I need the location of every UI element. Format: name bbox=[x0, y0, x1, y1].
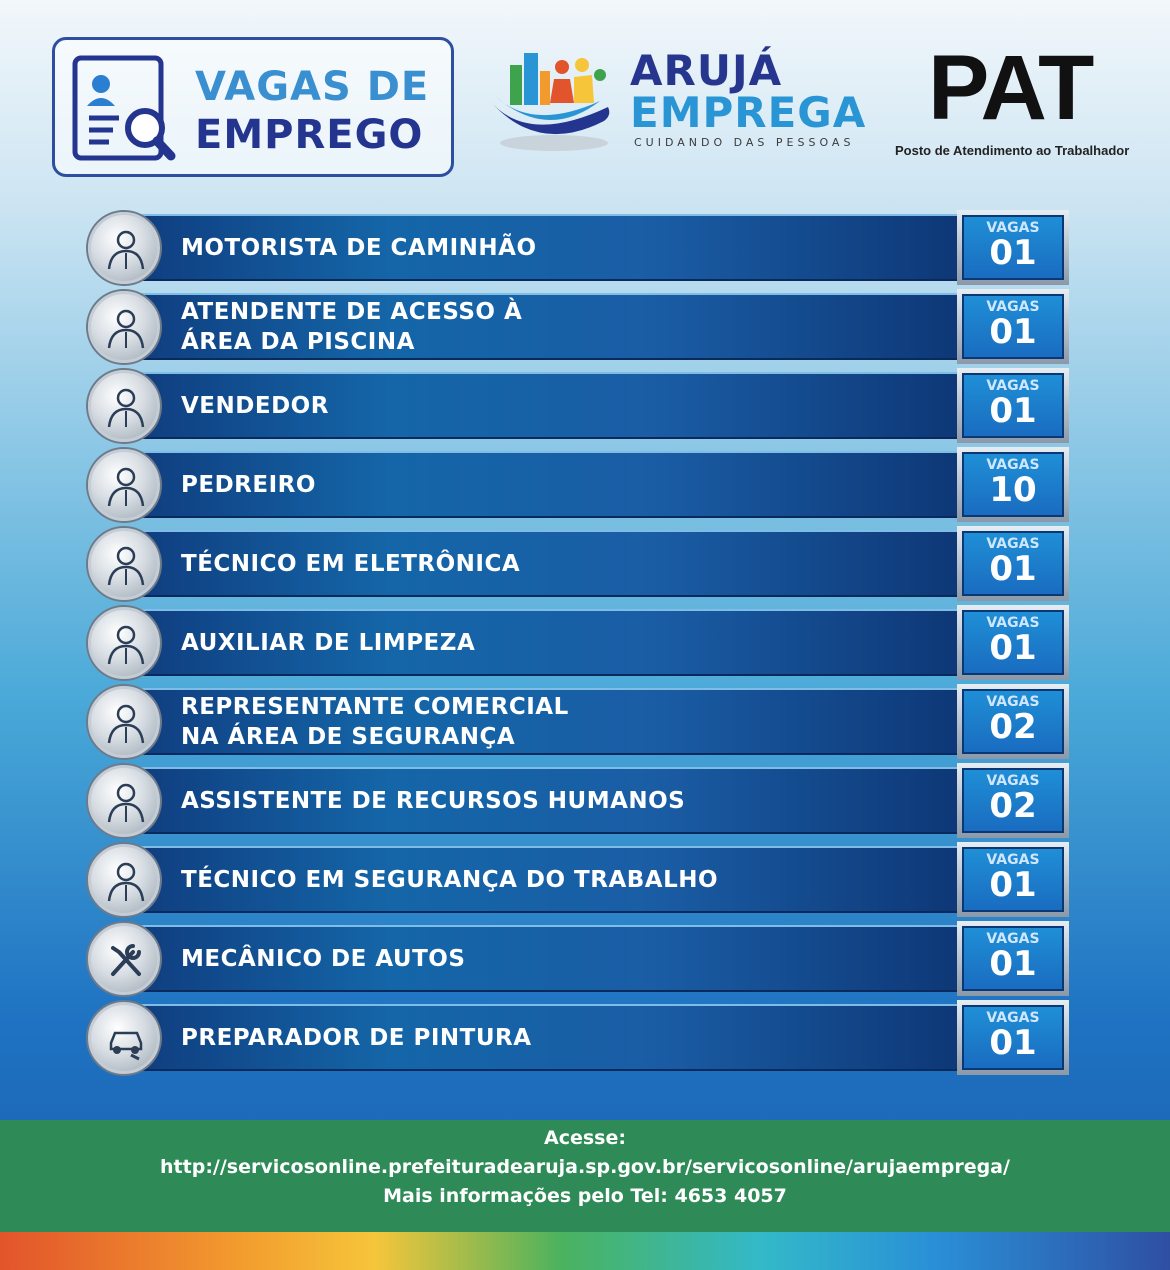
vagas-label: VAGAS bbox=[986, 931, 1040, 947]
vagas-badge bbox=[957, 763, 1069, 838]
job-title: PEDREIRO bbox=[181, 471, 316, 498]
vagas-badge bbox=[957, 526, 1069, 601]
brand-name-line1: ARUJÁ bbox=[630, 46, 783, 95]
car-painter-icon bbox=[88, 1002, 160, 1074]
vagas-label: VAGAS bbox=[986, 615, 1040, 631]
job-title: AUXILIAR DE LIMPEZA bbox=[181, 629, 476, 656]
sales-rep-icon bbox=[88, 686, 160, 758]
job-row bbox=[88, 684, 1073, 763]
vagas-badge bbox=[957, 289, 1069, 364]
vagas-label: VAGAS bbox=[986, 694, 1040, 710]
vagas-badge bbox=[957, 921, 1069, 996]
header-title-line2: EMPREGO bbox=[195, 112, 424, 158]
pat-logo-title: PAT bbox=[928, 37, 1093, 139]
vagas-label: VAGAS bbox=[986, 1010, 1040, 1026]
job-row bbox=[88, 763, 1073, 842]
job-row bbox=[88, 526, 1073, 605]
vagas-badge bbox=[957, 684, 1069, 759]
job-title: VENDEDOR bbox=[181, 392, 329, 419]
truck-driver-icon bbox=[88, 212, 160, 284]
vagas-label: VAGAS bbox=[986, 378, 1040, 394]
vagas-label: VAGAS bbox=[986, 457, 1040, 473]
vagas-badge bbox=[957, 842, 1069, 917]
hr-assistant-icon bbox=[88, 765, 160, 837]
job-row bbox=[88, 368, 1073, 447]
vagas-label: VAGAS bbox=[986, 536, 1040, 552]
vagas-label: VAGAS bbox=[986, 220, 1040, 236]
footer-access-label: Acesse: bbox=[544, 1127, 626, 1149]
job-title: REPRESENTANTE COMERCIAL NA ÁREA DE SEGURANÇA bbox=[181, 693, 569, 750]
vagas-badge bbox=[957, 1000, 1069, 1075]
safety-tech-icon bbox=[88, 844, 160, 916]
job-title: ASSISTENTE DE RECURSOS HUMANOS bbox=[181, 787, 686, 814]
job-row bbox=[88, 921, 1073, 1000]
footer-info bbox=[0, 1120, 1170, 1232]
job-row bbox=[88, 605, 1073, 684]
vagas-count: 01 bbox=[989, 391, 1037, 431]
job-row bbox=[88, 1000, 1073, 1079]
vagas-count: 01 bbox=[989, 944, 1037, 984]
job-title: MECÂNICO DE AUTOS bbox=[181, 945, 466, 972]
vagas-header-box bbox=[52, 37, 454, 177]
vagas-count: 01 bbox=[989, 628, 1037, 668]
vagas-count: 01 bbox=[989, 549, 1037, 589]
vagas-count: 02 bbox=[989, 786, 1037, 826]
job-row bbox=[88, 289, 1073, 368]
job-search-document-icon bbox=[69, 54, 179, 164]
footer-url-link[interactable]: http://servicosonline.prefeituradearuja.sp.gov.br/servicosonline/arujaemprega/ bbox=[160, 1156, 1010, 1178]
vagas-count: 10 bbox=[989, 470, 1037, 510]
electronics-tech-icon bbox=[88, 528, 160, 600]
rainbow-strip bbox=[0, 1232, 1170, 1270]
job-list bbox=[88, 210, 1073, 1079]
job-row bbox=[88, 447, 1073, 526]
vagas-count: 01 bbox=[989, 1023, 1037, 1063]
job-title: TÉCNICO EM ELETRÔNICA bbox=[181, 550, 521, 577]
cleaner-icon bbox=[88, 607, 160, 679]
mechanic-tools-icon bbox=[88, 923, 160, 995]
brand-tagline: CUIDANDO DAS PESSOAS bbox=[634, 136, 855, 149]
brand-name-line2: EMPREGA bbox=[630, 88, 867, 137]
vagas-label: VAGAS bbox=[986, 773, 1040, 789]
vagas-count: 01 bbox=[989, 865, 1037, 905]
bricklayer-icon bbox=[88, 449, 160, 521]
vagas-count: 01 bbox=[989, 233, 1037, 273]
footer-phone-info: Mais informações pelo Tel: 4653 4057 bbox=[383, 1185, 787, 1207]
vagas-count: 01 bbox=[989, 312, 1037, 352]
job-row bbox=[88, 210, 1073, 289]
job-title: TÉCNICO EM SEGURANÇA DO TRABALHO bbox=[181, 866, 719, 893]
salesperson-icon bbox=[88, 370, 160, 442]
job-row bbox=[88, 842, 1073, 921]
vagas-label: VAGAS bbox=[986, 299, 1040, 315]
vagas-count: 02 bbox=[989, 707, 1037, 747]
attendant-icon bbox=[88, 291, 160, 363]
header-title-line1: VAGAS DE bbox=[195, 64, 430, 110]
vagas-badge bbox=[957, 368, 1069, 443]
pat-subtitle: Posto de Atendimento ao Trabalhador bbox=[895, 143, 1130, 158]
vagas-label: VAGAS bbox=[986, 852, 1040, 868]
vagas-badge bbox=[957, 605, 1069, 680]
vagas-badge bbox=[957, 210, 1069, 285]
job-title: MOTORISTA DE CAMINHÃO bbox=[181, 234, 537, 261]
job-title: ATENDENTE DE ACESSO À ÁREA DA PISCINA bbox=[181, 298, 523, 355]
aruja-emprega-logo-icon bbox=[488, 45, 620, 155]
vagas-badge bbox=[957, 447, 1069, 522]
job-title: PREPARADOR DE PINTURA bbox=[181, 1024, 532, 1051]
